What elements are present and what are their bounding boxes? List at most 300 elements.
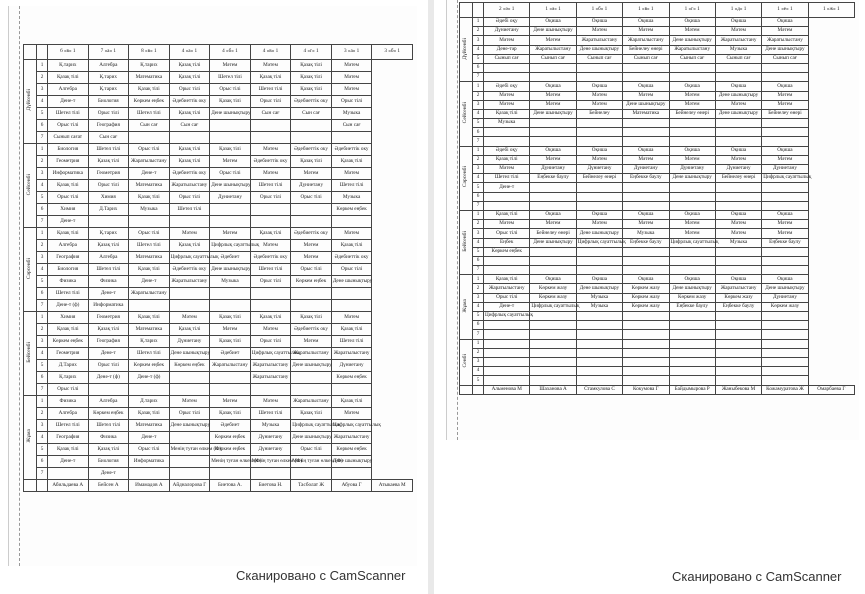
lesson-row	[24, 408, 413, 420]
subject-cell: Қ.тарих	[88, 84, 129, 96]
subject-cell: Әдебиеттік оку	[331, 144, 372, 156]
lesson-row	[460, 256, 855, 265]
subject-cell	[623, 357, 669, 366]
subject-cell	[669, 128, 715, 137]
subject-cell	[129, 384, 170, 396]
subject-cell: Қазақ тілі	[169, 240, 210, 252]
subject-cell: Мәтем	[484, 91, 530, 100]
subject-cell: Қазақ тілі	[210, 408, 251, 420]
teacher-name: Тасболат Ж	[291, 480, 332, 492]
subject-cell: Мәтем	[210, 60, 251, 72]
subject-cell: Жаратылыстану	[331, 348, 372, 360]
lesson-number: 2	[473, 348, 484, 357]
subject-cell	[210, 300, 251, 312]
lesson-row	[24, 60, 413, 72]
subject-cell: Оқиша	[576, 275, 622, 284]
subject-cell: Орыс тілі	[48, 192, 89, 204]
subject-cell	[715, 183, 761, 192]
subject-cell	[210, 204, 251, 216]
lesson-number: 5	[37, 360, 48, 372]
subject-cell: Көркем жазу	[715, 293, 761, 302]
subject-cell: Оқиша	[530, 18, 576, 27]
subject-cell	[530, 266, 576, 275]
lesson-row	[460, 73, 855, 82]
class-header: 4 «б» 1	[210, 45, 251, 60]
class-header: 3 «а» 1	[331, 45, 372, 60]
teacher-name: Кожамуратова Ж	[762, 385, 808, 394]
subject-cell: Мәтем	[669, 155, 715, 164]
subject-cell: Мәтем	[762, 229, 808, 238]
subject-cell	[484, 367, 530, 376]
subject-cell: Мәтем	[331, 228, 372, 240]
subject-cell: Дүниетану	[715, 165, 761, 174]
subject-cell	[484, 137, 530, 146]
subject-cell: Мәтем	[530, 155, 576, 164]
subject-cell	[715, 367, 761, 376]
subject-cell	[576, 119, 622, 128]
lesson-row	[24, 108, 413, 120]
subject-cell: Қазақ тілі	[48, 180, 89, 192]
lesson-number: 1	[37, 312, 48, 324]
subject-cell	[623, 73, 669, 82]
subject-cell: Қазақ тілі	[169, 60, 210, 72]
subject-cell: Жаратылыстану	[669, 45, 715, 54]
subject-cell: Мәтем	[250, 240, 291, 252]
subject-cell	[623, 266, 669, 275]
lesson-number: 5	[473, 312, 484, 321]
subject-cell: Музыка	[129, 204, 170, 216]
subject-cell: Дене-т	[129, 432, 170, 444]
lesson-number: 4	[37, 348, 48, 360]
subject-cell: Орыс тілі	[250, 276, 291, 288]
day-name: Бейсенбі	[462, 230, 469, 252]
lesson-number: 3	[473, 357, 484, 366]
subject-cell: Жаратылыстану	[291, 396, 332, 408]
subject-cell: Оқиша	[623, 82, 669, 91]
subject-cell	[669, 312, 715, 321]
subject-cell	[250, 204, 291, 216]
subject-cell: Дене шынықтыру	[715, 109, 761, 118]
subject-cell: Мәтем	[715, 27, 761, 36]
right-schedule-table	[459, 2, 855, 395]
subject-cell	[623, 330, 669, 339]
subject-cell	[762, 357, 808, 366]
lesson-number: 4	[473, 238, 484, 247]
subject-cell: География	[48, 432, 89, 444]
subject-cell	[530, 367, 576, 376]
subject-cell	[484, 266, 530, 275]
subject-cell: Мәтем	[484, 220, 530, 229]
subject-cell: Шетел тілі	[48, 288, 89, 300]
subject-cell	[623, 247, 669, 256]
subject-cell: Қазақ тілі	[48, 444, 89, 456]
subject-cell: Дене-т	[48, 216, 89, 228]
subject-cell: Дене-т	[88, 468, 129, 480]
subject-cell	[576, 339, 622, 348]
lesson-number: 7	[473, 201, 484, 210]
subject-cell: Мәтем	[669, 27, 715, 36]
lesson-row	[460, 229, 855, 238]
subject-cell: Әдебиеттік оку	[250, 252, 291, 264]
subject-cell: Музыка	[576, 302, 622, 311]
subject-cell	[576, 367, 622, 376]
subject-cell: Бейнелеу өнері	[715, 174, 761, 183]
lesson-number: 5	[473, 183, 484, 192]
subject-cell	[484, 339, 530, 348]
subject-cell: Дене-тәр	[484, 45, 530, 54]
lesson-row	[460, 312, 855, 321]
class-header: 4 «в» 1	[250, 45, 291, 60]
lesson-number: 5	[37, 108, 48, 120]
subject-cell: Орыс тілі	[331, 264, 372, 276]
subject-cell	[623, 348, 669, 357]
subject-cell	[291, 120, 332, 132]
subject-cell: Мәтем	[210, 396, 251, 408]
subject-cell	[669, 376, 715, 385]
lesson-number: 6	[37, 204, 48, 216]
lesson-row	[460, 330, 855, 339]
subject-cell: Көркем еңбек	[331, 372, 372, 384]
subject-cell	[715, 348, 761, 357]
day-name: Дүйсенбі	[26, 89, 33, 112]
subject-cell: Цифрлық сауаттылық	[530, 302, 576, 311]
subject-cell: Математика	[129, 72, 170, 84]
subject-cell	[715, 266, 761, 275]
lesson-row	[460, 266, 855, 275]
subject-cell: Дене шынықтыру	[576, 229, 622, 238]
subject-cell	[530, 183, 576, 192]
subject-cell: Көркем жазу	[669, 293, 715, 302]
lesson-number: 1	[473, 18, 484, 27]
subject-cell: Дене шынықтыру	[576, 45, 622, 54]
subject-cell: Әдебиет	[210, 420, 251, 432]
subject-cell	[669, 339, 715, 348]
subject-cell: Мәтем	[715, 155, 761, 164]
subject-cell	[250, 288, 291, 300]
subject-cell: Әдебиет	[210, 252, 251, 264]
subject-cell	[623, 321, 669, 330]
subject-cell: Қ.тарих	[88, 72, 129, 84]
subject-cell	[530, 247, 576, 256]
subject-cell: Жаратылыстану	[250, 372, 291, 384]
subject-cell: Дене шынықтыру	[576, 284, 622, 293]
subject-cell	[576, 330, 622, 339]
subject-cell: Орыс тілі	[291, 444, 332, 456]
subject-cell	[576, 183, 622, 192]
lesson-row	[24, 120, 413, 132]
subject-cell	[669, 119, 715, 128]
subject-cell	[530, 256, 576, 265]
subject-cell	[331, 132, 372, 144]
subject-cell: Дене-т	[129, 168, 170, 180]
subject-cell	[669, 137, 715, 146]
subject-cell: Дене шынықтыру	[762, 45, 808, 54]
teacher-name: Абильдаева А	[48, 480, 89, 492]
lesson-row	[24, 144, 413, 156]
lesson-number: 1	[37, 60, 48, 72]
lesson-row	[24, 312, 413, 324]
subject-cell: Мәтем	[331, 168, 372, 180]
subject-cell: Мәтем	[623, 27, 669, 36]
subject-cell: Шетел тілі	[129, 240, 170, 252]
subject-cell: Жаратылыстану	[129, 288, 170, 300]
subject-cell	[669, 330, 715, 339]
lesson-row	[24, 156, 413, 168]
subject-cell: Әдебиеттік оку	[331, 252, 372, 264]
lesson-number: 5	[473, 119, 484, 128]
subject-cell	[210, 384, 251, 396]
subject-cell	[530, 192, 576, 201]
subject-cell	[715, 256, 761, 265]
subject-cell	[715, 321, 761, 330]
day-label	[24, 396, 37, 480]
subject-cell	[669, 266, 715, 275]
subject-cell: Бейнелеу өнері	[530, 229, 576, 238]
subject-cell: Дене шынықтыру	[169, 420, 210, 432]
subject-cell	[576, 73, 622, 82]
subject-cell	[669, 357, 715, 366]
day-name: Сенбі	[462, 354, 469, 368]
subject-cell: Дене шынықтыру	[210, 264, 251, 276]
subject-cell: Сынып сағат	[48, 132, 89, 144]
day-name: Сейсенбі	[26, 173, 33, 195]
lesson-row	[24, 348, 413, 360]
subject-cell	[530, 339, 576, 348]
subject-cell: Оқиша	[530, 210, 576, 219]
lesson-number: 7	[37, 300, 48, 312]
lesson-number: 5	[473, 54, 484, 63]
lesson-number: 7	[473, 137, 484, 146]
subject-cell: Оқиша	[715, 82, 761, 91]
teacher-name: Кокумова Г	[623, 385, 669, 394]
subject-cell: Мәтем	[331, 84, 372, 96]
subject-cell	[576, 201, 622, 210]
subject-cell: Қазақ тілі	[169, 72, 210, 84]
subject-cell: Менің туған өлкем (Ф)	[250, 456, 291, 468]
subject-cell	[530, 357, 576, 366]
subject-cell	[576, 256, 622, 265]
lesson-row	[460, 45, 855, 54]
lesson-number: 2	[37, 408, 48, 420]
lesson-number: 5	[37, 444, 48, 456]
subject-cell: Орыс тілі	[88, 360, 129, 372]
subject-cell: Оқиша	[762, 146, 808, 155]
subject-cell: Дүниетану	[623, 165, 669, 174]
subject-cell: Қазақ тілі	[484, 275, 530, 284]
subject-cell: География	[48, 252, 89, 264]
lesson-number: 3	[37, 84, 48, 96]
class-header: 2 «ә» 1	[484, 3, 530, 18]
subject-cell	[576, 312, 622, 321]
subject-cell: Мәтем	[576, 91, 622, 100]
subject-cell: Цифрлық сауаттылық	[331, 420, 372, 432]
subject-cell	[762, 63, 808, 72]
subject-cell: Жаратылыстану	[210, 360, 251, 372]
subject-cell: Қазақ тілі	[88, 324, 129, 336]
scanner-watermark-left: Сканировано с CamScanner	[236, 568, 406, 583]
day-name: Бейсенбі	[26, 341, 33, 363]
subject-cell: Дүниетану	[250, 444, 291, 456]
teacher-spacer	[460, 385, 473, 394]
subject-cell	[762, 201, 808, 210]
subject-cell: Дене-т	[484, 183, 530, 192]
lesson-row	[24, 72, 413, 84]
subject-cell	[210, 288, 251, 300]
subject-cell: Көркем еңбек	[331, 444, 372, 456]
subject-cell: Дүниетану	[331, 360, 372, 372]
subject-cell: Мәтем	[210, 228, 251, 240]
teacher-row	[460, 385, 855, 394]
class-header: 3 «б» 1	[372, 45, 413, 60]
subject-cell: Шетел тілі	[250, 264, 291, 276]
lesson-row	[24, 180, 413, 192]
subject-cell: Қазақ тілі	[169, 144, 210, 156]
lesson-row	[460, 238, 855, 247]
lesson-number: 6	[37, 288, 48, 300]
subject-cell: Қазақ тілі	[291, 408, 332, 420]
subject-cell: Орыс тілі	[129, 144, 170, 156]
subject-cell: Орыс тілі	[129, 228, 170, 240]
subject-cell: Дене шынықтыру	[169, 348, 210, 360]
subject-cell	[715, 128, 761, 137]
subject-cell: Орыс тілі	[331, 96, 372, 108]
lesson-number: 6	[473, 192, 484, 201]
subject-cell: Дене шынықтыру	[669, 36, 715, 45]
subject-cell: Қазақ тілі	[48, 228, 89, 240]
subject-cell: Оқиша	[762, 210, 808, 219]
subject-cell	[169, 216, 210, 228]
lesson-row	[24, 468, 413, 480]
subject-cell: Қазақ тілі	[484, 155, 530, 164]
subject-cell	[291, 384, 332, 396]
subject-cell: Математика	[129, 252, 170, 264]
subject-cell: Қазақ тілі	[291, 156, 332, 168]
subject-cell: Геометрия	[88, 168, 129, 180]
lesson-row	[460, 146, 855, 155]
subject-cell: Қазақ тілі	[250, 72, 291, 84]
subject-cell	[210, 132, 251, 144]
subject-cell: Мәтем	[291, 168, 332, 180]
lesson-row	[460, 339, 855, 348]
teacher-name: Альменова М	[484, 385, 530, 394]
subject-cell: Еңбекке баулу	[715, 302, 761, 311]
subject-cell	[530, 376, 576, 385]
subject-cell: Музыка	[576, 293, 622, 302]
subject-cell	[762, 367, 808, 376]
subject-cell	[484, 357, 530, 366]
subject-cell: Жаратылыстану	[129, 156, 170, 168]
subject-cell: Дүниетану	[250, 432, 291, 444]
subject-cell	[623, 128, 669, 137]
subject-cell: Информатика	[129, 456, 170, 468]
subject-cell: Цифрлық сауаттылық	[484, 312, 530, 321]
subject-cell: Әдебиеттік оку	[169, 264, 210, 276]
subject-cell	[669, 183, 715, 192]
lesson-number: 6	[473, 321, 484, 330]
day-header	[24, 45, 37, 60]
subject-cell: Дене шынықтыру	[623, 100, 669, 109]
subject-cell: Мәтем	[576, 155, 622, 164]
subject-cell: Еңбекке баулу	[530, 174, 576, 183]
day-label	[460, 82, 473, 146]
subject-cell	[762, 183, 808, 192]
subject-cell	[484, 321, 530, 330]
subject-cell: Көркем еңбек	[331, 204, 372, 216]
subject-cell	[169, 300, 210, 312]
lesson-number: 1	[37, 396, 48, 408]
subject-cell: Дүниетану	[669, 165, 715, 174]
subject-cell	[762, 192, 808, 201]
subject-cell	[669, 192, 715, 201]
lesson-row	[24, 132, 413, 144]
lesson-row	[24, 240, 413, 252]
subject-cell: Мәтем	[623, 220, 669, 229]
lesson-row	[460, 63, 855, 72]
subject-cell: Дене шынықтыру	[291, 432, 332, 444]
day-name: Жұма	[26, 429, 33, 443]
subject-cell: Биология	[88, 456, 129, 468]
subject-cell: Алгебра	[48, 240, 89, 252]
lesson-row	[460, 128, 855, 137]
subject-cell: Цифрлық сауаттылық	[210, 240, 251, 252]
day-name: Сейсенбі	[462, 102, 469, 124]
subject-cell: Қазақ тілі	[331, 324, 372, 336]
subject-cell: Шетел тілі	[210, 72, 251, 84]
lesson-number-header	[37, 45, 48, 60]
subject-cell: Қазақ тілі	[88, 156, 129, 168]
subject-cell: Цифрлық сауаттылық	[576, 238, 622, 247]
subject-cell: Шетел тілі	[250, 180, 291, 192]
subject-cell: Музыка	[623, 229, 669, 238]
subject-cell: Дене шынықтыру	[291, 360, 332, 372]
subject-cell	[715, 201, 761, 210]
subject-cell: Оқиша	[623, 210, 669, 219]
subject-cell: Әдебиеттік оку	[169, 96, 210, 108]
lesson-number: 7	[473, 330, 484, 339]
day-label	[24, 228, 37, 312]
subject-cell: Геометрия	[48, 348, 89, 360]
subject-cell	[623, 376, 669, 385]
subject-cell	[669, 73, 715, 82]
subject-cell: Информатика	[88, 300, 129, 312]
subject-cell: Еңбекке баулу	[669, 302, 715, 311]
lesson-number: 2	[473, 284, 484, 293]
lesson-number: 2	[37, 72, 48, 84]
subject-cell: Мәтем	[250, 60, 291, 72]
lesson-number: 3	[37, 252, 48, 264]
subject-cell: Цифрлық сауаттылық	[669, 238, 715, 247]
lesson-number: 1	[37, 144, 48, 156]
subject-cell	[669, 256, 715, 265]
binding-edge	[9, 6, 20, 566]
lesson-number: 6	[473, 256, 484, 265]
subject-cell: Қазақ тілі	[210, 144, 251, 156]
subject-cell: География	[88, 336, 129, 348]
day-name: Сәрсенбі	[26, 257, 33, 279]
subject-cell: Мәтем	[669, 229, 715, 238]
subject-cell	[762, 247, 808, 256]
subject-cell: Дене шынықтыру	[762, 284, 808, 293]
subject-cell	[291, 468, 332, 480]
subject-cell	[331, 300, 372, 312]
subject-cell: Орыс тілі	[250, 192, 291, 204]
subject-cell: Шетел тілі	[331, 336, 372, 348]
subject-cell: Жаратылыстану	[762, 36, 808, 45]
subject-cell: Орыс тілі	[250, 96, 291, 108]
subject-cell	[623, 367, 669, 376]
subject-cell: Оқиша	[715, 210, 761, 219]
class-header: 1 «ж» 1	[808, 3, 854, 18]
